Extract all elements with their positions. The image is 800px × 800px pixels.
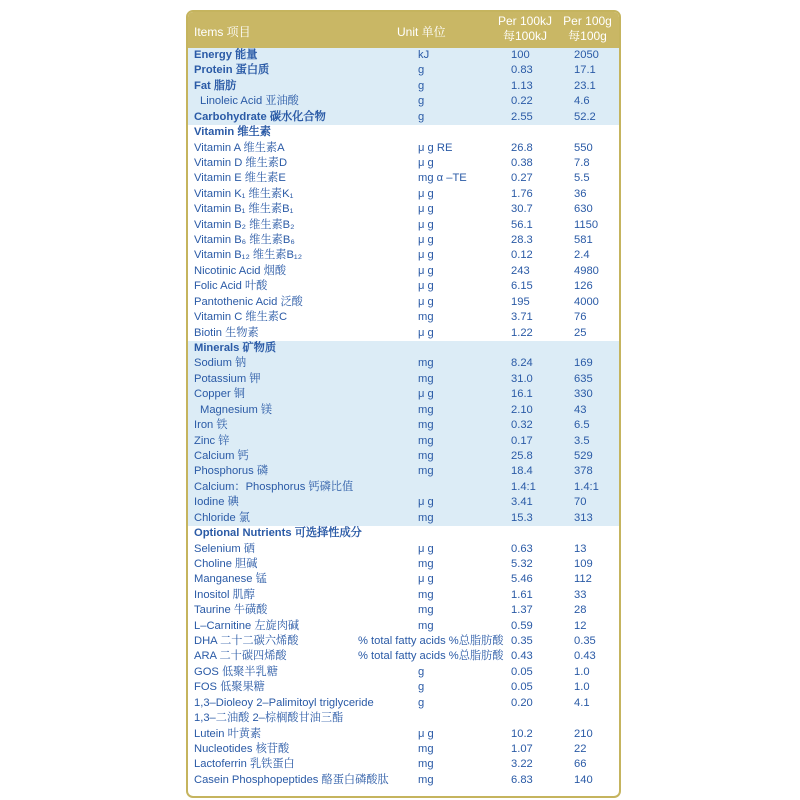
- header-per-100g: [559, 14, 616, 44]
- nutrient-name: Vitamin B₆ 维生素B₆: [194, 234, 295, 247]
- value-per-100g: 550: [574, 141, 593, 154]
- value-per-100kj: 3.41: [511, 496, 533, 509]
- unit-cell: mg: [418, 557, 434, 570]
- table-row: [188, 79, 619, 94]
- value-per-100g: 126: [574, 280, 593, 293]
- table-row: [188, 495, 619, 510]
- value-per-100kj: 0.32: [511, 419, 533, 432]
- table-row: [188, 356, 619, 371]
- value-per-100kj: 6.83: [511, 773, 533, 786]
- table-row: [188, 248, 619, 263]
- value-per-100g: 169: [574, 357, 593, 370]
- value-per-100kj: 6.15: [511, 280, 533, 293]
- table-header: [188, 12, 619, 48]
- header-per-100kj: [495, 14, 555, 44]
- table-row: [188, 326, 619, 341]
- unit-cell: mg: [418, 465, 434, 478]
- table-row: [188, 233, 619, 248]
- value-per-100kj: 18.4: [511, 465, 533, 478]
- nutrient-name: Potassium 钾: [194, 372, 261, 385]
- table-row: [188, 418, 619, 433]
- table-row: [188, 403, 619, 418]
- nutrient-name: Iodine 碘: [194, 496, 239, 509]
- table-row: [188, 665, 619, 680]
- value-per-100kj: 1.37: [511, 604, 533, 617]
- table-row: [188, 619, 619, 634]
- nutrient-name: ARA 二十碳四烯酸: [194, 650, 287, 663]
- table-row: [188, 341, 619, 356]
- nutrient-name: Calcium 钙: [194, 449, 249, 462]
- nutrient-name: Nicotinic Acid 烟酸: [194, 264, 287, 277]
- value-per-100kj: 31.0: [511, 372, 533, 385]
- value-per-100g: 4.1: [574, 696, 590, 709]
- value-per-100g: 529: [574, 449, 593, 462]
- table-row: [188, 171, 619, 186]
- value-per-100kj: 0.17: [511, 434, 533, 447]
- nutrient-name: Fat 脂肪: [194, 79, 237, 92]
- value-per-100g: 313: [574, 511, 593, 524]
- nutrient-name: Magnesium 镁: [200, 403, 273, 416]
- nutrient-name: Casein Phosphopeptides 酪蛋白磷酸肽: [194, 773, 389, 786]
- table-row: [188, 387, 619, 402]
- unit-cell: μ g: [418, 218, 434, 231]
- unit-cell: μ g: [418, 388, 434, 401]
- value-per-100g: 5.5: [574, 172, 590, 185]
- nutrient-name: DHA 二十二碳六烯酸: [194, 635, 299, 648]
- nutrient-name: Copper 铜: [194, 388, 245, 401]
- unit-cell: μ g: [418, 496, 434, 509]
- nutrient-name: Choline 胆碱: [194, 557, 258, 570]
- value-per-100g: 330: [574, 388, 593, 401]
- table-row: [188, 63, 619, 78]
- table-row: [188, 696, 619, 711]
- table-row: [188, 264, 619, 279]
- unit-cell: mg: [418, 773, 434, 786]
- value-per-100kj: 1.61: [511, 588, 533, 601]
- value-per-100kj: 1.4:1: [511, 480, 536, 493]
- nutrient-name: Zinc 锌: [194, 434, 230, 447]
- value-per-100kj: 1.22: [511, 326, 533, 339]
- table-row: [188, 480, 619, 495]
- table-row: [188, 156, 619, 171]
- nutrient-name: Selenium 硒: [194, 542, 255, 555]
- unit-cell: g: [418, 64, 425, 77]
- nutrient-name: Vitamin K₁ 维生素K₁: [194, 187, 294, 200]
- unit-cell: g: [418, 665, 425, 678]
- unit-cell: mg: [418, 511, 434, 524]
- table-row: [188, 464, 619, 479]
- unit-cell: g: [418, 696, 425, 709]
- value-per-100kj: 8.24: [511, 357, 533, 370]
- unit-cell: μ g: [418, 187, 434, 200]
- nutrient-name: Taurine 牛磺酸: [194, 604, 268, 617]
- table-row: [188, 218, 619, 233]
- unit-cell: μ g: [418, 573, 434, 586]
- value-per-100g: 7.8: [574, 156, 590, 169]
- value-per-100g: 70: [574, 496, 587, 509]
- unit-cell: g: [418, 79, 425, 92]
- nutrient-name: Lutein 叶黄素: [194, 727, 262, 740]
- table-row: [188, 557, 619, 572]
- nutrient-name: 1,3–二油酸 2–棕榈酸甘油三酯: [194, 712, 344, 725]
- nutrient-name: 1,3–Dioleoy 2–Palimitoyl triglyceride: [194, 696, 374, 709]
- value-per-100g: 76: [574, 311, 587, 324]
- table-row: [188, 603, 619, 618]
- value-per-100g: 581: [574, 234, 593, 247]
- table-row: [188, 110, 619, 125]
- table-row: [188, 526, 619, 541]
- nutrient-name: L–Carnitine 左旋肉碱: [194, 619, 300, 632]
- unit-cell: g: [418, 110, 425, 123]
- unit-cell: μ g: [418, 234, 434, 247]
- value-per-100kj: 1.13: [511, 79, 533, 92]
- table-row: [188, 125, 619, 140]
- unit-cell: mg: [418, 357, 434, 370]
- unit-cell: μ g: [418, 295, 434, 308]
- table-row: [188, 680, 619, 695]
- table-row: [188, 572, 619, 587]
- nutrient-name: Manganese 锰: [194, 573, 267, 586]
- value-per-100kj: 100: [511, 49, 530, 61]
- unit-cell: mg: [418, 588, 434, 601]
- value-per-100kj: 3.71: [511, 311, 533, 324]
- nutrient-name: Biotin 生物素: [194, 326, 259, 339]
- table-row: [188, 757, 619, 772]
- value-per-100kj: 2.55: [511, 110, 533, 123]
- value-per-100g: 4980: [574, 264, 599, 277]
- nutrient-name: Vitamin E 维生素E: [194, 172, 286, 185]
- table-body: [188, 48, 619, 788]
- value-per-100g: 1.0: [574, 681, 590, 694]
- nutrient-name: Vitamin B₂ 维生素B₂: [194, 218, 295, 231]
- nutrient-name: Linoleic Acid 亚油酸: [200, 95, 299, 108]
- value-per-100g: 1150: [574, 218, 599, 231]
- value-per-100g: 4.6: [574, 95, 590, 108]
- nutrient-name: Calcium：Phosphorus 钙磷比值: [194, 480, 354, 493]
- table-row: [188, 773, 619, 788]
- value-per-100g: 635: [574, 372, 593, 385]
- nutrient-name: Vitamin 维生素: [194, 126, 271, 139]
- table-row: [188, 202, 619, 217]
- nutrient-name: FOS 低聚果糖: [194, 681, 265, 694]
- unit-cell: mg: [418, 619, 434, 632]
- value-per-100kj: 16.1: [511, 388, 533, 401]
- value-per-100kj: 0.05: [511, 681, 533, 694]
- value-per-100kj: 5.32: [511, 557, 533, 570]
- header-per-100kj-en: Per 100kJ: [497, 14, 553, 28]
- header-per-100g-zh: 每100g: [568, 29, 607, 43]
- value-per-100g: 630: [574, 203, 593, 216]
- header-per-100kj-zh: 每100kJ: [502, 29, 548, 43]
- value-per-100kj: 1.07: [511, 742, 533, 755]
- value-per-100kj: 56.1: [511, 218, 533, 231]
- table-row: [188, 511, 619, 526]
- value-per-100kj: 28.3: [511, 234, 533, 247]
- value-per-100g: 2050: [574, 49, 599, 61]
- value-per-100kj: 0.63: [511, 542, 533, 555]
- nutrition-table: [186, 10, 621, 798]
- unit-cell: mg: [418, 604, 434, 617]
- value-per-100kj: 0.38: [511, 156, 533, 169]
- value-per-100g: 25: [574, 326, 587, 339]
- value-per-100kj: 0.05: [511, 665, 533, 678]
- table-row: [188, 542, 619, 557]
- unit-cell: mg: [418, 419, 434, 432]
- nutrient-name: Minerals 矿物质: [194, 342, 277, 355]
- table-row: [188, 141, 619, 156]
- value-per-100kj: 1.76: [511, 187, 533, 200]
- value-per-100kj: 3.22: [511, 758, 533, 771]
- value-per-100g: 378: [574, 465, 593, 478]
- value-per-100g: 52.2: [574, 110, 596, 123]
- unit-cell: g: [418, 95, 425, 108]
- table-row: [188, 94, 619, 109]
- value-per-100g: 112: [574, 573, 592, 586]
- value-per-100kj: 5.46: [511, 573, 533, 586]
- nutrient-name: Carbohydrate 碳水化合物: [194, 110, 326, 123]
- value-per-100g: 12: [574, 619, 587, 632]
- unit-cell: kJ: [418, 49, 430, 61]
- value-per-100g: 3.5: [574, 434, 590, 447]
- value-per-100kj: 0.43: [511, 650, 533, 663]
- table-row: [188, 279, 619, 294]
- header-nutrient: Items 项目: [194, 25, 251, 39]
- value-per-100g: 13: [574, 542, 587, 555]
- unit-cell: mg: [418, 372, 434, 385]
- value-per-100kj: 25.8: [511, 449, 533, 462]
- value-per-100kj: 0.20: [511, 696, 533, 709]
- nutrient-name: Vitamin B₁₂ 维生素B₁₂: [194, 249, 303, 262]
- unit-cell: mg: [418, 758, 434, 771]
- value-per-100g: 43: [574, 403, 587, 416]
- unit-cell: mg: [418, 742, 434, 755]
- unit-cell: mg: [418, 311, 434, 324]
- unit-cell: mg: [418, 403, 434, 416]
- table-row: [188, 48, 619, 63]
- table-row: [188, 711, 619, 726]
- nutrient-name: Folic Acid 叶酸: [194, 280, 268, 293]
- nutrient-name: Vitamin D 维生素D: [194, 156, 288, 169]
- nutrient-name: Vitamin B₁ 维生素B₁: [194, 203, 294, 216]
- table-row: [188, 310, 619, 325]
- unit-cell: μ g: [418, 156, 434, 169]
- unit-cell: μ g: [418, 727, 434, 740]
- unit-cell: μ g: [418, 264, 434, 277]
- unit-cell: μ g: [418, 203, 434, 216]
- nutrient-name: Protein 蛋白质: [194, 64, 270, 77]
- unit-cell: μ g: [418, 326, 434, 339]
- table-row: [188, 649, 619, 664]
- nutrient-name: Sodium 钠: [194, 357, 247, 370]
- table-row: [188, 742, 619, 757]
- unit-cell: μ g RE: [418, 141, 453, 154]
- table-row: [188, 372, 619, 387]
- value-per-100g: 4000: [574, 295, 599, 308]
- value-per-100g: 140: [574, 773, 593, 786]
- value-per-100g: 33: [574, 588, 587, 601]
- value-per-100g: 36: [574, 187, 587, 200]
- nutrient-name: GOS 低聚半乳糖: [194, 665, 278, 678]
- value-per-100kj: 0.59: [511, 619, 533, 632]
- value-per-100g: 109: [574, 557, 593, 570]
- nutrient-name: Lactoferrin 乳铁蛋白: [194, 758, 295, 771]
- nutrient-name: Energy 能量: [194, 49, 258, 61]
- nutrient-name: Nucleotides 核苷酸: [194, 742, 290, 755]
- header-per-100g-en: Per 100g: [563, 14, 612, 28]
- table-row: [188, 187, 619, 202]
- value-per-100g: 0.43: [574, 650, 596, 663]
- value-per-100kj: 26.8: [511, 141, 533, 154]
- unit-cell: μ g: [418, 280, 434, 293]
- value-per-100g: 210: [574, 727, 593, 740]
- unit-cell: μ g: [418, 542, 434, 555]
- value-per-100kj: 30.7: [511, 203, 533, 216]
- nutrient-name: Vitamin C 维生素C: [194, 311, 288, 324]
- value-per-100kj: 0.35: [511, 635, 533, 648]
- table-row: [188, 588, 619, 603]
- nutrient-name: Inositol 肌醇: [194, 588, 255, 601]
- table-row: [188, 727, 619, 742]
- header-unit: Unit 单位: [397, 25, 446, 39]
- value-per-100kj: 0.27: [511, 172, 533, 185]
- value-per-100kj: 10.2: [511, 727, 533, 740]
- table-row: [188, 434, 619, 449]
- nutrient-name: Vitamin A 维生素A: [194, 141, 285, 154]
- value-per-100g: 0.35: [574, 635, 596, 648]
- unit-cell: mg: [418, 449, 434, 462]
- value-per-100g: 28: [574, 604, 587, 617]
- value-per-100g: 23.1: [574, 79, 596, 92]
- value-per-100kj: 0.12: [511, 249, 533, 262]
- nutrient-name: Optional Nutrients 可选择性成分: [194, 527, 362, 540]
- value-per-100g: 22: [574, 742, 587, 755]
- value-per-100kj: 2.10: [511, 403, 533, 416]
- value-per-100kj: 0.22: [511, 95, 533, 108]
- unit-cell: g: [418, 681, 425, 694]
- value-per-100kj: 0.83: [511, 64, 533, 77]
- value-per-100g: 2.4: [574, 249, 590, 262]
- value-per-100g: 1.0: [574, 665, 590, 678]
- unit-cell: mg: [418, 434, 434, 447]
- nutrient-name: Phosphorus 磷: [194, 465, 269, 478]
- unit-cell: % total fatty acids %总脂肪酸: [358, 650, 504, 663]
- nutrient-name: Chloride 氯: [194, 511, 250, 524]
- value-per-100g: 6.5: [574, 419, 590, 432]
- value-per-100g: 66: [574, 758, 587, 771]
- nutrient-name: Pantothenic Acid 泛酸: [194, 295, 303, 308]
- value-per-100g: 1.4:1: [574, 480, 599, 493]
- unit-cell: % total fatty acids %总脂肪酸: [358, 635, 504, 648]
- table-row: [188, 449, 619, 464]
- unit-cell: mg α –TE: [418, 172, 467, 185]
- value-per-100kj: 243: [511, 264, 530, 277]
- value-per-100kj: 195: [511, 295, 530, 308]
- value-per-100g: 17.1: [574, 64, 596, 77]
- value-per-100kj: 15.3: [511, 511, 533, 524]
- table-row: [188, 295, 619, 310]
- table-row: [188, 634, 619, 649]
- nutrient-name: Iron 铁: [194, 419, 228, 432]
- unit-cell: μ g: [418, 249, 434, 262]
